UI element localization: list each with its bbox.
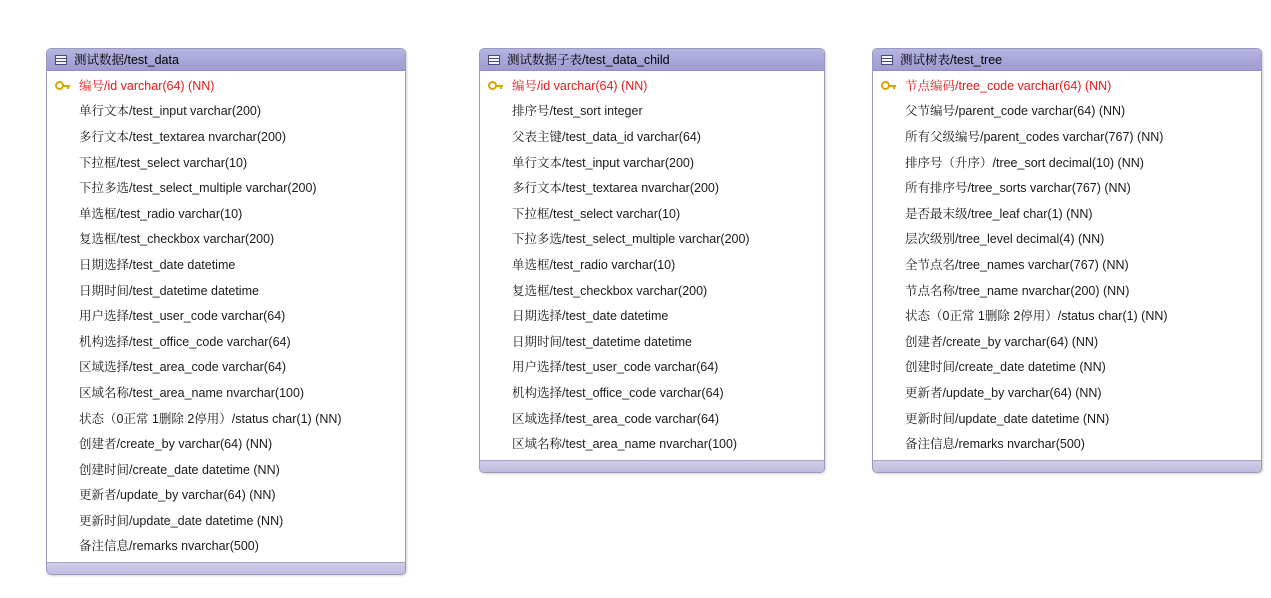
entity-table[interactable] [46,48,406,575]
field-row[interactable] [47,175,405,201]
field-label: 状态（0正常 1删除 2停用）/status char(1) (NN) [905,309,1168,324]
entity-title: 测试数据子表/test_data_child [507,52,670,67]
entity-header[interactable] [47,49,405,71]
field-label: 日期时间/test_datetime datetime [512,334,692,349]
entity-header[interactable] [480,49,824,71]
field-row[interactable] [873,99,1261,125]
field-row[interactable] [480,355,824,381]
field-label: 区域选择/test_area_code varchar(64) [79,360,287,375]
field-label: 单行文本/test_input varchar(200) [512,155,695,170]
field-row[interactable] [47,355,405,381]
entity-header[interactable] [873,49,1261,71]
field-row[interactable] [873,201,1261,227]
field-label: 日期选择/test_date datetime [79,257,236,272]
field-row[interactable] [480,303,824,329]
field-label: 是否最末级/tree_leaf char(1) (NN) [905,206,1093,221]
field-label: 更新时间/update_date datetime (NN) [79,513,284,528]
field-label: 创建时间/create_date datetime (NN) [905,360,1106,375]
field-label: 机构选择/test_office_code varchar(64) [79,334,291,349]
field-label: 下拉多选/test_select_multiple varchar(200) [512,232,750,247]
field-row[interactable] [873,406,1261,432]
field-label: 父节编号/parent_code varchar(64) (NN) [905,104,1126,119]
field-row[interactable] [47,201,405,227]
field-label: 多行文本/test_textarea nvarchar(200) [79,129,287,144]
field-row[interactable] [47,278,405,304]
field-row[interactable] [480,278,824,304]
entity-title: 测试树表/test_tree [900,52,1003,67]
entity-footer [47,562,405,574]
field-row[interactable] [480,252,824,278]
field-row[interactable] [47,508,405,534]
entity-field-list [480,71,824,460]
entity-field-list [47,71,405,562]
field-row[interactable] [480,99,824,125]
field-row[interactable] [873,252,1261,278]
field-row[interactable] [47,150,405,176]
field-label: 状态（0正常 1删除 2停用）/status char(1) (NN) [79,411,342,426]
field-label: 创建时间/create_date datetime (NN) [79,462,280,477]
field-label: 用户选择/test_user_code varchar(64) [512,360,719,375]
field-row[interactable] [873,124,1261,150]
field-row[interactable] [47,483,405,509]
field-row[interactable] [480,150,824,176]
field-row[interactable] [873,278,1261,304]
field-label: 单选框/test_radio varchar(10) [79,206,243,221]
field-row[interactable] [47,534,405,560]
field-row[interactable] [873,329,1261,355]
field-label: 创建者/create_by varchar(64) (NN) [79,437,273,452]
field-label: 备注信息/remarks nvarchar(500) [79,539,259,554]
field-label: 备注信息/remarks nvarchar(500) [905,437,1085,452]
field-label: 下拉多选/test_select_multiple varchar(200) [79,181,317,196]
field-row[interactable] [47,124,405,150]
primary-key-icon [55,81,79,90]
field-label: 排序号（升序）/tree_sort decimal(10) (NN) [905,155,1144,170]
table-icon [881,55,893,65]
table-icon [488,55,500,65]
entity-table[interactable] [479,48,825,473]
entity-field-list [873,71,1261,460]
entity-footer [873,460,1261,472]
field-label: 日期时间/test_datetime datetime [79,283,259,298]
field-label: 区域名称/test_area_name nvarchar(100) [79,385,305,400]
field-label: 区域选择/test_area_code varchar(64) [512,411,720,426]
field-label: 创建者/create_by varchar(64) (NN) [905,334,1099,349]
field-label: 多行文本/test_textarea nvarchar(200) [512,181,720,196]
field-label: 更新时间/update_date datetime (NN) [905,411,1110,426]
field-label: 单行文本/test_input varchar(200) [79,104,262,119]
field-label: 下拉框/test_select varchar(10) [79,155,248,170]
field-label: 全节点名/tree_names varchar(767) (NN) [905,257,1129,272]
field-row[interactable] [873,175,1261,201]
field-row[interactable] [873,431,1261,457]
field-row[interactable] [480,431,824,457]
field-row[interactable] [480,201,824,227]
field-row[interactable] [873,150,1261,176]
field-row[interactable] [480,406,824,432]
field-row[interactable] [47,431,405,457]
field-row[interactable] [47,457,405,483]
entity-title: 测试数据/test_data [74,52,179,67]
field-row[interactable] [47,99,405,125]
field-label: 区域名称/test_area_name nvarchar(100) [512,437,738,452]
field-label: 节点名称/tree_name nvarchar(200) (NN) [905,283,1130,298]
field-row[interactable] [873,303,1261,329]
field-row[interactable] [47,252,405,278]
entity-table[interactable] [872,48,1262,473]
field-label: 更新者/update_by varchar(64) (NN) [905,385,1102,400]
field-row[interactable] [47,303,405,329]
primary-key-icon [881,81,905,90]
field-row[interactable] [47,406,405,432]
field-row[interactable] [47,380,405,406]
field-row[interactable] [873,227,1261,253]
field-row-primary-key[interactable] [873,73,1261,99]
table-icon [55,55,67,65]
field-row[interactable] [873,380,1261,406]
field-row[interactable] [480,124,824,150]
field-label: 所有排序号/tree_sorts varchar(767) (NN) [905,181,1131,196]
field-label: 排序号/test_sort integer [512,104,643,119]
field-label: 复选框/test_checkbox varchar(200) [512,283,708,298]
entity-footer [480,460,824,472]
field-label: 层次级别/tree_level decimal(4) (NN) [905,232,1105,247]
field-row-primary-key[interactable] [480,73,824,99]
field-label: 更新者/update_by varchar(64) (NN) [79,488,276,503]
field-label: 节点编码/tree_code varchar(64) (NN) [905,78,1112,93]
field-row-primary-key[interactable] [47,73,405,99]
field-label: 复选框/test_checkbox varchar(200) [79,232,275,247]
field-row[interactable] [47,227,405,253]
field-row[interactable] [873,355,1261,381]
field-row[interactable] [480,380,824,406]
field-label: 单选框/test_radio varchar(10) [512,257,676,272]
field-label: 编号/id varchar(64) (NN) [512,78,648,93]
field-row[interactable] [47,329,405,355]
field-label: 用户选择/test_user_code varchar(64) [79,309,286,324]
field-row[interactable] [480,227,824,253]
field-label: 机构选择/test_office_code varchar(64) [512,385,724,400]
primary-key-icon [488,81,512,90]
field-label: 父表主键/test_data_id varchar(64) [512,129,701,144]
field-label: 编号/id varchar(64) (NN) [79,78,215,93]
field-label: 日期选择/test_date datetime [512,309,669,324]
field-label: 下拉框/test_select varchar(10) [512,206,681,221]
field-row[interactable] [480,175,824,201]
field-row[interactable] [480,329,824,355]
field-label: 所有父级编号/parent_codes varchar(767) (NN) [905,129,1164,144]
